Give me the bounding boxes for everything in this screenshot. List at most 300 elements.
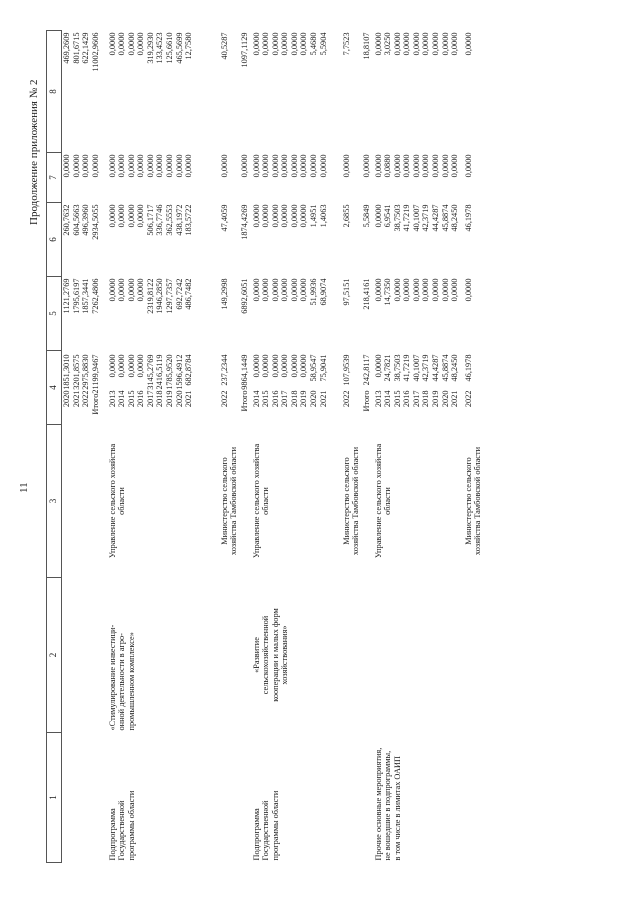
values-col8	[374, 33, 460, 151]
year-label: 2019	[431, 390, 441, 408]
value-cell: 622,1429	[81, 32, 91, 64]
year-row	[252, 353, 262, 423]
value-cell: 14,7350	[383, 278, 393, 306]
value-cell: 496,3960	[81, 204, 91, 236]
value-cell: 801,6715	[71, 32, 81, 64]
value-cell: 183,5722	[184, 204, 194, 236]
value-cell: 0,0000	[261, 278, 271, 302]
value-cell: 0,0000	[309, 154, 319, 178]
text-line: Подпрограмма	[251, 808, 261, 861]
year-values-col4	[252, 353, 329, 423]
table-row	[374, 31, 464, 863]
text-line: Управление сельского хозяйства	[251, 443, 261, 559]
value-cell: 0,0000	[392, 154, 402, 178]
values-col8	[62, 33, 100, 151]
value-cell: 0,0000	[402, 278, 412, 302]
value-cell: 0,0000	[117, 32, 127, 56]
year-label: 2019	[299, 390, 309, 408]
value-cell: 2975,8830	[81, 354, 91, 390]
text-line: области	[261, 487, 271, 515]
value-cell: 336,7746	[155, 204, 165, 236]
year-label: Итого	[90, 393, 100, 415]
annex-continuation-note: Продолжение приложения № 2	[28, 79, 40, 225]
value-cell: 44,4287	[431, 204, 441, 232]
value-cell: 1857,3441	[81, 278, 91, 314]
year-label: 2022	[81, 390, 91, 408]
value-cell: 0,0000	[280, 278, 290, 302]
value-cell: 2416,5119	[155, 354, 165, 390]
value-cell: 0,0000	[280, 204, 290, 228]
value-cell: 3,0250	[383, 32, 393, 56]
executor-name	[108, 427, 127, 576]
values-col7	[252, 155, 329, 201]
values-col5	[252, 279, 329, 349]
ministry-name	[464, 427, 483, 576]
year-row	[402, 353, 412, 423]
value-cell: 0,0000	[270, 354, 280, 378]
value-cell: 0,0000	[299, 354, 309, 378]
value-cell: 0,0000	[421, 278, 431, 302]
values-col6	[62, 205, 100, 275]
value-cell: 486,7482	[184, 278, 194, 310]
year-row	[117, 353, 127, 423]
value-cell: 1785,9520	[165, 354, 175, 390]
table-row	[220, 31, 240, 863]
value-cell: 40,5287	[219, 32, 229, 60]
value-cell: 5,4680	[309, 32, 319, 56]
value-cell: 0,0000	[440, 154, 450, 178]
value-cell: 0,0000	[261, 32, 271, 56]
value-cell: 133,4523	[155, 32, 165, 64]
value-cell: 0,0000	[117, 354, 127, 378]
executor-name	[252, 427, 271, 576]
value-cell: 319,2930	[145, 32, 155, 64]
value-cell: 125,6610	[165, 32, 175, 64]
values-col8	[108, 33, 194, 151]
year-label: 2017	[280, 390, 290, 408]
value-cell: 3201,8575	[71, 354, 81, 390]
text-line: программы области	[126, 790, 136, 861]
value-cell: 0,0000	[450, 278, 460, 302]
value-cell: 40,1007	[411, 354, 421, 382]
value-cell: 0,0000	[411, 32, 421, 56]
page-number: 11	[18, 482, 30, 493]
year-label: 2022	[219, 390, 229, 408]
text-line: промышленном комплексе»	[126, 632, 136, 731]
value-cell: 6892,6051	[239, 278, 249, 314]
value-cell: 45,8874	[440, 354, 450, 382]
value-cell: 506,1717	[145, 204, 155, 236]
value-cell: 2,6855	[341, 204, 351, 228]
column-header-5: 5	[47, 277, 62, 351]
value-cell: 5,5904	[318, 32, 328, 56]
value-cell: 0,0000	[126, 154, 136, 178]
text-line: кооперации и малых форм	[270, 608, 280, 702]
value-cell: 0,0000	[431, 32, 441, 56]
value-cell: 0,0000	[450, 154, 460, 178]
value-cell: 42,3719	[421, 204, 431, 232]
value-cell: 9864,1449	[239, 354, 249, 390]
value-cell: 0,0000	[107, 154, 117, 178]
year-label: 2015	[261, 390, 271, 408]
table-row	[240, 31, 252, 863]
column-header-2: 2	[47, 578, 62, 733]
values-col5	[374, 279, 460, 349]
value-cell: 0,0000	[373, 278, 383, 302]
table-row	[62, 31, 108, 863]
value-cell: 1,4951	[309, 204, 319, 228]
year-label: 2015	[126, 390, 136, 408]
table-row	[108, 31, 220, 863]
value-cell: 58,9547	[309, 354, 319, 382]
value-cell: 45,8874	[440, 204, 450, 232]
total-label: Итого	[361, 390, 371, 412]
value-cell: 0,0000	[341, 154, 351, 178]
year-row	[383, 353, 393, 423]
value-cell: 1596,4912	[174, 354, 184, 390]
value-cell: 0,0000	[136, 278, 146, 302]
value-cell: 0,0000	[431, 278, 441, 302]
text-line: хозяйства Тамбовской области	[229, 446, 239, 556]
ministry-name	[342, 427, 361, 576]
value-cell: 0,0000	[251, 354, 261, 378]
value-cell: 47,4059	[219, 204, 229, 232]
column-header-6: 6	[47, 203, 62, 277]
value-cell: 0,0000	[373, 32, 383, 56]
value-cell: 0,0000	[299, 32, 309, 56]
text-line: хозяйства Тамбовской области	[351, 446, 361, 556]
year-row	[91, 353, 101, 423]
year-row	[299, 353, 309, 423]
value-cell: 0,0000	[145, 154, 155, 178]
year-label: 2018	[155, 390, 165, 408]
year-row	[441, 353, 451, 423]
year-row	[290, 353, 300, 423]
values-col6	[108, 205, 194, 275]
value-cell: 469,2609	[62, 32, 71, 64]
value-cell: 2319,8122	[145, 278, 155, 314]
value-cell: 1121,2769	[62, 278, 71, 314]
value-cell: 0,0000	[136, 204, 146, 228]
table-row	[342, 31, 362, 863]
value-cell: 0,0880	[383, 154, 393, 178]
subprogram-label	[108, 735, 137, 861]
subprogram-title	[252, 580, 290, 731]
year-row	[108, 353, 118, 423]
value-cell: 44,4287	[431, 354, 441, 382]
year-row	[165, 353, 175, 423]
value-cell: 46,1978	[463, 354, 473, 382]
column-header-3: 3	[47, 425, 62, 578]
value-cell: 0,0000	[62, 154, 71, 178]
text-line: Министерство сельского	[463, 457, 473, 545]
value-cell: 1,4063	[318, 204, 328, 228]
year-label: 2022	[463, 390, 473, 408]
year-row	[393, 353, 403, 423]
column-header-4: 4	[47, 351, 62, 425]
year-label: 2019	[165, 390, 175, 408]
value-cell: 1297,7357	[165, 278, 175, 314]
values-col5	[108, 279, 194, 349]
text-line: хозяйства Тамбовской области	[473, 446, 483, 556]
value-cell: 0,0000	[463, 154, 473, 178]
year-label: 2016	[270, 390, 280, 408]
value-cell: 260,7632	[62, 204, 71, 236]
value-cell: 1795,6197	[71, 278, 81, 314]
year-values-col4	[62, 353, 100, 423]
value-cell: 0,0000	[289, 278, 299, 302]
value-cell: 0,0000	[71, 154, 81, 178]
value-cell: 0,0000	[463, 278, 473, 302]
value-cell: 0,0000	[136, 154, 146, 178]
value-cell: 682,8784	[184, 354, 194, 386]
value-cell: 0,0000	[107, 32, 117, 56]
values-col7	[108, 155, 194, 201]
value-cell: 0,0000	[126, 278, 136, 302]
text-line: «Развитие	[251, 637, 261, 673]
text-line: Государственной	[117, 800, 127, 861]
value-cell: 40,1007	[411, 204, 421, 232]
year-label: 2020	[62, 390, 71, 408]
text-line: в том числе в лимитах ОАИП	[392, 756, 402, 861]
year-label: 2021	[318, 390, 328, 408]
value-cell: 0,0000	[107, 204, 117, 228]
value-cell: 242,8117	[361, 354, 371, 386]
values-col7	[374, 155, 460, 201]
text-line: Управление сельского хозяйства	[107, 443, 117, 559]
year-label: 2021	[71, 390, 81, 408]
value-cell: 0,0000	[117, 154, 127, 178]
text-line: «Стимулирование инвестици-	[107, 624, 117, 731]
value-cell: 38,7503	[392, 204, 402, 232]
year-row	[421, 353, 431, 423]
value-cell: 18,8107	[361, 32, 371, 60]
text-line: сельскохозяйственной	[261, 615, 271, 695]
value-cell: 0,0000	[126, 32, 136, 56]
year-label: 2020	[440, 390, 450, 408]
value-cell: 0,0000	[318, 154, 328, 178]
value-cell: 41,7219	[402, 354, 412, 382]
values-col6	[252, 205, 329, 275]
value-cell: 0,0000	[136, 32, 146, 56]
value-cell: 0,0000	[184, 154, 194, 178]
year-row	[136, 353, 146, 423]
year-row	[175, 353, 185, 423]
column-number-row	[47, 31, 62, 863]
value-cell: 0,0000	[261, 154, 271, 178]
year-row	[374, 353, 384, 423]
text-line: Подпрограмма	[107, 808, 117, 861]
value-cell: 0,0000	[270, 204, 280, 228]
year-row	[261, 353, 271, 423]
value-cell: 692,7242	[174, 278, 184, 310]
text-line: не вошедшие в подпрограммы,	[383, 750, 393, 861]
table-row	[464, 31, 484, 863]
year-row	[450, 353, 460, 423]
value-cell: 362,5553	[165, 204, 175, 236]
value-cell: 11002,9606	[90, 32, 100, 72]
other-measures-label	[374, 580, 403, 861]
value-cell: 0,0000	[251, 278, 261, 302]
year-row	[155, 353, 165, 423]
value-cell: 0,0000	[280, 354, 290, 378]
year-label: 2017	[411, 390, 421, 408]
year-label: 2016	[402, 390, 412, 408]
year-label: 2014	[251, 390, 261, 408]
value-cell: 0,0000	[251, 154, 261, 178]
value-cell: 0,0000	[289, 354, 299, 378]
subprogram-title	[108, 580, 137, 731]
text-line: Управление сельского хозяйства	[373, 443, 383, 559]
value-cell: 0,0000	[117, 204, 127, 228]
value-cell: 0,0000	[373, 354, 383, 378]
value-cell: 38,7503	[392, 354, 402, 382]
year-row	[146, 353, 156, 423]
value-cell: 0,0000	[299, 154, 309, 178]
year-label: 2014	[383, 390, 393, 408]
value-cell: 0,0000	[373, 204, 383, 228]
year-row	[127, 353, 137, 423]
value-cell: 6,9541	[383, 204, 393, 228]
value-cell: 0,0000	[251, 32, 261, 56]
table-row	[252, 31, 342, 863]
value-cell: 0,0000	[90, 154, 100, 178]
values-col7	[62, 155, 100, 201]
text-line: Министерство сельского	[219, 457, 229, 545]
year-label: 2017	[145, 390, 155, 408]
value-cell: 0,0000	[361, 154, 371, 178]
text-line: Прочие основные мероприятия,	[373, 747, 383, 861]
value-cell: 438,1972	[174, 204, 184, 236]
total-label: Итого	[239, 390, 249, 412]
value-cell: 0,0000	[270, 32, 280, 56]
value-cell: 0,0000	[392, 32, 402, 56]
year-label: 2021	[184, 390, 194, 408]
ministry-name	[220, 427, 239, 576]
text-line: Государственной	[261, 800, 271, 861]
value-cell: 149,2998	[219, 278, 229, 310]
year-label: 2013	[107, 390, 117, 408]
value-cell: 0,0000	[219, 154, 229, 178]
year-row	[81, 353, 91, 423]
value-cell: 0,0000	[270, 154, 280, 178]
year-row	[309, 353, 319, 423]
text-line: программы области	[270, 790, 280, 861]
year-label: 2020	[309, 390, 319, 408]
year-row	[280, 353, 290, 423]
values-col5	[62, 279, 100, 349]
value-cell: 0,0000	[261, 354, 271, 378]
year-label: 2022	[341, 390, 351, 408]
value-cell: 0,0000	[280, 32, 290, 56]
value-cell: 5,5849	[361, 204, 371, 228]
value-cell: 0,0000	[411, 278, 421, 302]
text-line: области	[383, 487, 393, 515]
value-cell: 0,0000	[165, 154, 175, 178]
value-cell: 218,4161	[361, 278, 371, 310]
value-cell: 0,0000	[431, 154, 441, 178]
value-cell: 0,0000	[155, 154, 165, 178]
value-cell: 0,0000	[81, 154, 91, 178]
value-cell: 0,0000	[117, 278, 127, 302]
year-row	[62, 353, 72, 423]
value-cell: 2934,5055	[90, 204, 100, 240]
year-label: 2021	[450, 390, 460, 408]
year-label: 2020	[174, 390, 184, 408]
text-line: области	[117, 487, 127, 515]
value-cell: 0,0000	[440, 32, 450, 56]
text-line: онной деятельности в агро-	[117, 633, 127, 731]
year-label: 2018	[289, 390, 299, 408]
value-cell: 41,7219	[402, 204, 412, 232]
value-cell: 0,0000	[126, 204, 136, 228]
value-cell: 107,9539	[341, 354, 351, 386]
value-cell: 0,0000	[280, 154, 290, 178]
value-cell: 0,0000	[174, 154, 184, 178]
value-cell: 237,2344	[219, 354, 229, 386]
values-col8	[252, 33, 329, 151]
year-row	[184, 353, 194, 423]
value-cell: 3145,2769	[145, 354, 155, 390]
column-header-7: 7	[47, 153, 62, 203]
column-header-8: 8	[47, 31, 62, 153]
values-col6	[374, 205, 460, 275]
subprogram-label	[252, 735, 281, 861]
value-cell: 0,0000	[392, 278, 402, 302]
value-cell: 1097,1129	[239, 32, 249, 68]
value-cell: 0,0000	[251, 204, 261, 228]
value-cell: 0,0000	[402, 154, 412, 178]
value-cell: 0,0000	[463, 32, 473, 56]
year-row	[271, 353, 281, 423]
value-cell: 0,0000	[299, 204, 309, 228]
value-cell: 1851,3010	[62, 354, 71, 390]
value-cell: 0,0000	[373, 154, 383, 178]
value-cell: 97,5151	[341, 278, 351, 306]
value-cell: 0,0000	[239, 154, 249, 178]
year-row	[319, 353, 329, 423]
year-label: 2015	[392, 390, 402, 408]
value-cell: 7,7523	[341, 32, 351, 56]
year-values-col4	[374, 353, 460, 423]
value-cell: 465,5699	[174, 32, 184, 64]
text-line: Министерство сельского	[341, 457, 351, 545]
value-cell: 0,0000	[450, 32, 460, 56]
value-cell: 0,0000	[126, 354, 136, 378]
value-cell: 42,3719	[421, 354, 431, 382]
value-cell: 68,9074	[318, 278, 328, 306]
year-values-col4	[108, 353, 194, 423]
year-row	[412, 353, 422, 423]
value-cell: 0,0000	[402, 32, 412, 56]
value-cell: 0,0000	[107, 354, 117, 378]
value-cell: 0,0000	[289, 204, 299, 228]
value-cell: 51,9936	[309, 278, 319, 306]
year-row	[72, 353, 82, 423]
value-cell: 48,2450	[450, 204, 460, 232]
value-cell: 604,5663	[71, 204, 81, 236]
value-cell: 1874,4269	[239, 204, 249, 240]
value-cell: 0,0000	[289, 154, 299, 178]
year-label: 2013	[373, 390, 383, 408]
value-cell: 0,0000	[107, 278, 117, 302]
year-row	[431, 353, 441, 423]
year-label: 2014	[117, 390, 127, 408]
value-cell: 0,0000	[440, 278, 450, 302]
value-cell: 75,9041	[318, 354, 328, 382]
value-cell: 12,7580	[184, 32, 194, 60]
value-cell: 0,0000	[289, 32, 299, 56]
